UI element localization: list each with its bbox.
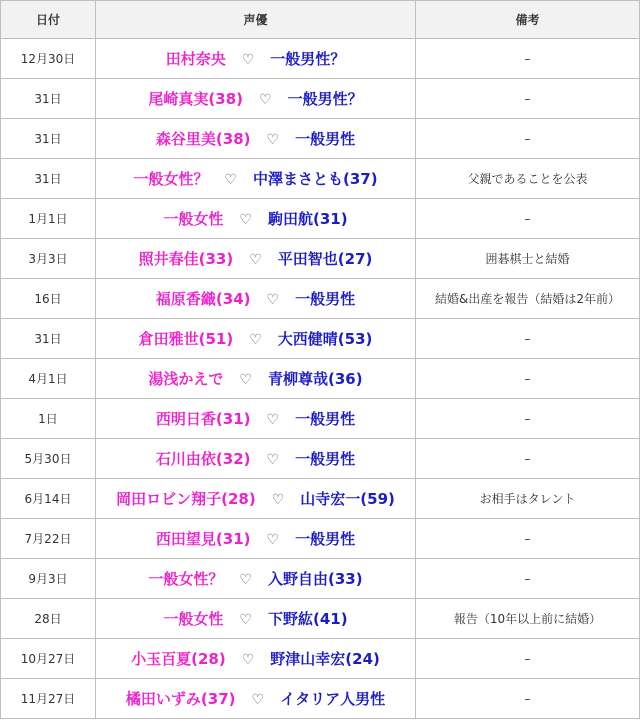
couple-cell (96, 279, 416, 319)
heart-icon: ♡ (249, 332, 262, 348)
couple-cell (96, 479, 416, 519)
table-row (1, 359, 640, 399)
note-cell: – (416, 359, 640, 399)
heart-icon: ♡ (266, 412, 280, 428)
date-cell: 31日 (1, 159, 96, 199)
heart-icon: ♡ (241, 52, 255, 68)
heart-icon: ♡ (224, 172, 237, 188)
note-cell: – (416, 399, 640, 439)
couple-cell (96, 39, 416, 79)
date-cell: 1日 (1, 399, 96, 439)
female-name: 福原香織(34) (155, 290, 251, 308)
male-name: 一般男性？ (287, 90, 363, 108)
date-cell: 12月30日 (1, 39, 96, 79)
header-row (1, 1, 640, 39)
couple-cell (96, 239, 416, 279)
male-name: 一般男性 (295, 410, 356, 428)
female-name: 照井春佳(33) (138, 250, 234, 268)
male-name: 一般男性 (295, 530, 356, 548)
note-cell: 報告（10年以上前に結婚） (416, 599, 640, 639)
heart-icon: ♡ (239, 612, 252, 628)
table-row (1, 399, 640, 439)
heart-icon: ♡ (259, 92, 272, 108)
male-name: 一般男性 (295, 130, 356, 148)
date-cell: 7月22日 (1, 519, 96, 559)
note-cell: – (416, 439, 640, 479)
couple-cell (96, 79, 416, 119)
heart-icon: ♡ (266, 532, 280, 548)
female-name: 岡田ロビン翔子(28) (116, 490, 256, 508)
table-row (1, 279, 640, 319)
heart-icon: ♡ (266, 452, 280, 468)
note-cell: – (416, 79, 640, 119)
heart-icon: ♡ (266, 132, 280, 148)
male-name: 下野紘(41) (267, 610, 348, 628)
note-cell: 結婚&出産を報告（結婚は2年前） (416, 279, 640, 319)
couple-cell (96, 679, 416, 719)
heart-icon: ♡ (271, 492, 285, 508)
female-name: 小玉百夏(28) (131, 650, 226, 668)
note-cell: 父親であることを公表 (416, 159, 640, 199)
date-cell: 6月14日 (1, 479, 96, 519)
male-name: 駒田航(31) (267, 210, 348, 228)
female-name: 尾崎真実(38) (148, 90, 243, 108)
date-cell: 3月3日 (1, 239, 96, 279)
female-name: 西明日香(31) (155, 410, 251, 428)
couple-cell (96, 639, 416, 679)
male-name: 一般男性 (295, 290, 356, 308)
date-cell: 16日 (1, 279, 96, 319)
couple-cell (96, 159, 416, 199)
heart-icon: ♡ (239, 572, 252, 588)
female-name: 一般女性？ (133, 170, 209, 188)
note-cell: – (416, 639, 640, 679)
female-name: 一般女性 (163, 210, 224, 228)
heart-icon: ♡ (239, 372, 252, 388)
male-name: 山寺宏一(59) (300, 490, 395, 508)
table-row (1, 119, 640, 159)
note-cell: – (416, 319, 640, 359)
female-name: 森谷里美(38) (155, 130, 251, 148)
table-row (1, 199, 640, 239)
note-cell: お相手はタレント (416, 479, 640, 519)
heart-icon: ♡ (249, 252, 262, 268)
female-name: 西田望見(31) (155, 530, 251, 548)
couple-cell (96, 359, 416, 399)
couple-cell (96, 599, 416, 639)
table-row (1, 159, 640, 199)
male-name: 野津山幸宏(24) (270, 650, 380, 668)
male-name: 入野自由(33) (267, 570, 363, 588)
table-body (1, 39, 640, 719)
table-row (1, 599, 640, 639)
heart-icon: ♡ (251, 692, 265, 708)
date-cell: 28日 (1, 599, 96, 639)
male-name: 平田智也(27) (277, 250, 373, 268)
female-name: 倉田雅世(51) (138, 330, 234, 348)
table-row (1, 479, 640, 519)
date-cell: 4月1日 (1, 359, 96, 399)
table-row (1, 239, 640, 279)
female-name: 一般女性？ (148, 570, 224, 588)
note-cell: – (416, 679, 640, 719)
male-name: イタリア人男性 (280, 690, 386, 708)
male-name: 一般男性 (295, 450, 356, 468)
note-cell: – (416, 39, 640, 79)
female-name: 一般女性 (163, 610, 224, 628)
couple-cell (96, 519, 416, 559)
date-cell: 31日 (1, 79, 96, 119)
table-row (1, 39, 640, 79)
female-name: 橘田いずみ(37) (125, 690, 236, 708)
note-cell: – (416, 519, 640, 559)
heart-icon: ♡ (241, 652, 255, 668)
couple-cell (96, 399, 416, 439)
note-cell: – (416, 199, 640, 239)
table-row (1, 79, 640, 119)
note-cell: – (416, 119, 640, 159)
date-cell: 1月1日 (1, 199, 96, 239)
heart-icon: ♡ (266, 292, 280, 308)
table-row (1, 439, 640, 479)
table-row (1, 559, 640, 599)
table-row (1, 319, 640, 359)
date-cell: 10月27日 (1, 639, 96, 679)
date-cell: 9月3日 (1, 559, 96, 599)
female-name: 湯浅かえで (148, 370, 224, 388)
table-row (1, 679, 640, 719)
note-cell: – (416, 559, 640, 599)
female-name: 田村奈央 (165, 50, 226, 68)
heart-icon: ♡ (239, 212, 252, 228)
table-row (1, 519, 640, 559)
date-cell: 31日 (1, 319, 96, 359)
date-cell: 11月27日 (1, 679, 96, 719)
couple-cell (96, 559, 416, 599)
header-date: 日付 (1, 1, 96, 39)
couple-cell (96, 439, 416, 479)
date-cell: 31日 (1, 119, 96, 159)
couple-cell (96, 199, 416, 239)
female-name: 石川由依(32) (155, 450, 251, 468)
header-note: 備考 (416, 1, 640, 39)
note-cell: 囲碁棋士と結婚 (416, 239, 640, 279)
table-row (1, 639, 640, 679)
couple-cell (96, 319, 416, 359)
male-name: 中澤まさとも(37) (252, 170, 378, 188)
header-voice-actor: 声優 (96, 1, 416, 39)
couple-cell (96, 119, 416, 159)
male-name: 大西健晴(53) (277, 330, 373, 348)
male-name: 青柳尊哉(36) (267, 370, 363, 388)
male-name: 一般男性？ (270, 50, 346, 68)
date-cell: 5月30日 (1, 439, 96, 479)
